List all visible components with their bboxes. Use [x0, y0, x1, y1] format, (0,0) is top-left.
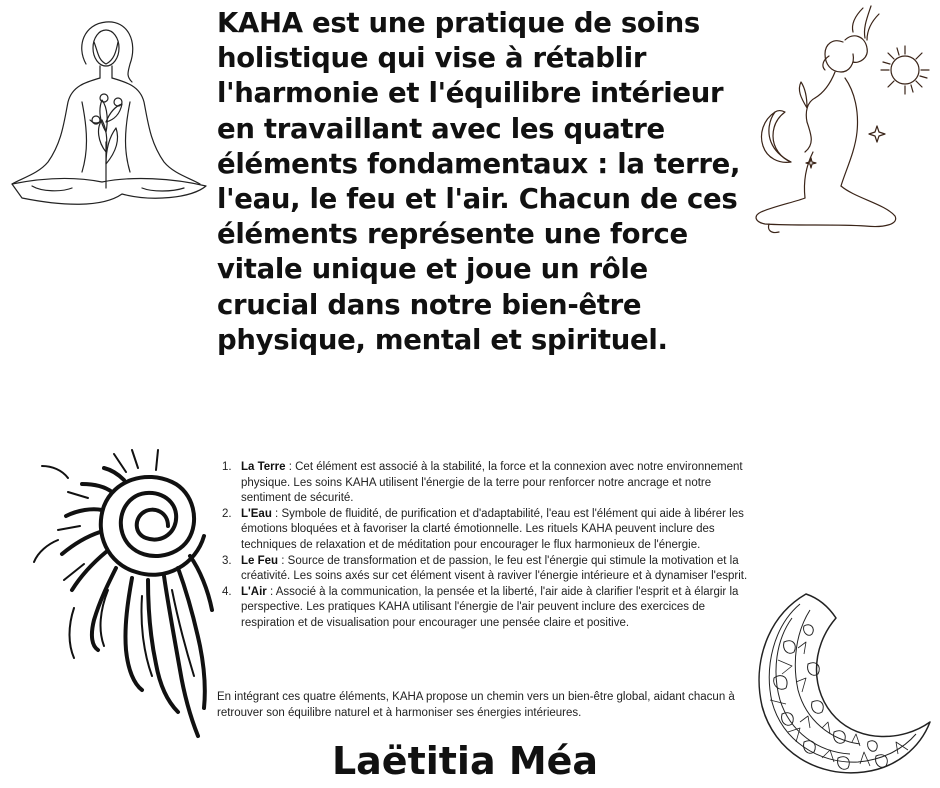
elements-list	[222, 460, 761, 632]
conclusion-paragraph: En intégrant ces quatre éléments, KAHA propose un chemin vers un bien-être global, aidant chacun à retrouver son équilibre naturel et à harmoniser ses énergies intérieures.	[217, 691, 735, 719]
list-item	[222, 585, 761, 632]
list-number: 3.	[222, 554, 232, 567]
element-name: L'Air	[241, 585, 267, 598]
meditating-woman-icon	[2, 2, 217, 217]
element-description: : Source de transformation et de passion, le feu est l'énergie qui stimule la motivation et la créativité. Les soins axés sur cet élément visent à raviver l'énergie intérieure et à dynamiser l'esprit.	[241, 554, 748, 583]
list-number: 4.	[222, 585, 232, 598]
list-item	[222, 554, 761, 585]
element-name: Le Feu	[241, 554, 279, 567]
list-item	[222, 460, 761, 507]
element-name: L'Eau	[241, 507, 272, 520]
element-description: : Symbole de fluidité, de purification et d'adaptabilité, l'eau est l'élément qui aide à libérer les émotions bloquées et à favoriser la clarté émotionnelle. Les rituels KAHA peuvent inclure des techniques de relaxation et de méditation pour encourager le flux harmonieux de l'énergie.	[241, 507, 744, 551]
spiral-sun-icon	[28, 440, 218, 760]
list-number: 2.	[222, 507, 232, 520]
element-description: : Cet élément est associé à la stabilité, la force et la connexion avec notre environnement physique. Les soins KAHA utilisent l'énergie de la terre pour renforcer notre ancrage et notre sentiment de sécurité.	[241, 461, 743, 505]
list-number: 1.	[222, 461, 232, 473]
kneeling-woman-sun-moon-icon	[745, 2, 940, 242]
intro-paragraph: KAHA est une pratique de soins holistique qui vise à rétablir l'harmonie et l'équilibre intérieur en travaillant avec les quatre éléments fondamentaux : la terre, l'eau, le feu et l'air. Chacun de ces éléments représente une force vitale unique et joue un rôle crucial dans notre bien-être physique, mental et spirituel.	[217, 7, 741, 356]
element-name: La Terre	[241, 461, 286, 473]
author-signature: Laëtitia Méa	[331, 739, 599, 783]
element-description: : Associé à la communication, la pensée et la liberté, l'air aide à clarifier l'esprit et à élargir la perspective. Les pratiques KAHA utilisant l'énergie de l'air peuvent inclure des exercices de respiration et de visualisation pour encourager une pensée claire et positive.	[241, 585, 739, 629]
list-item	[222, 507, 761, 554]
